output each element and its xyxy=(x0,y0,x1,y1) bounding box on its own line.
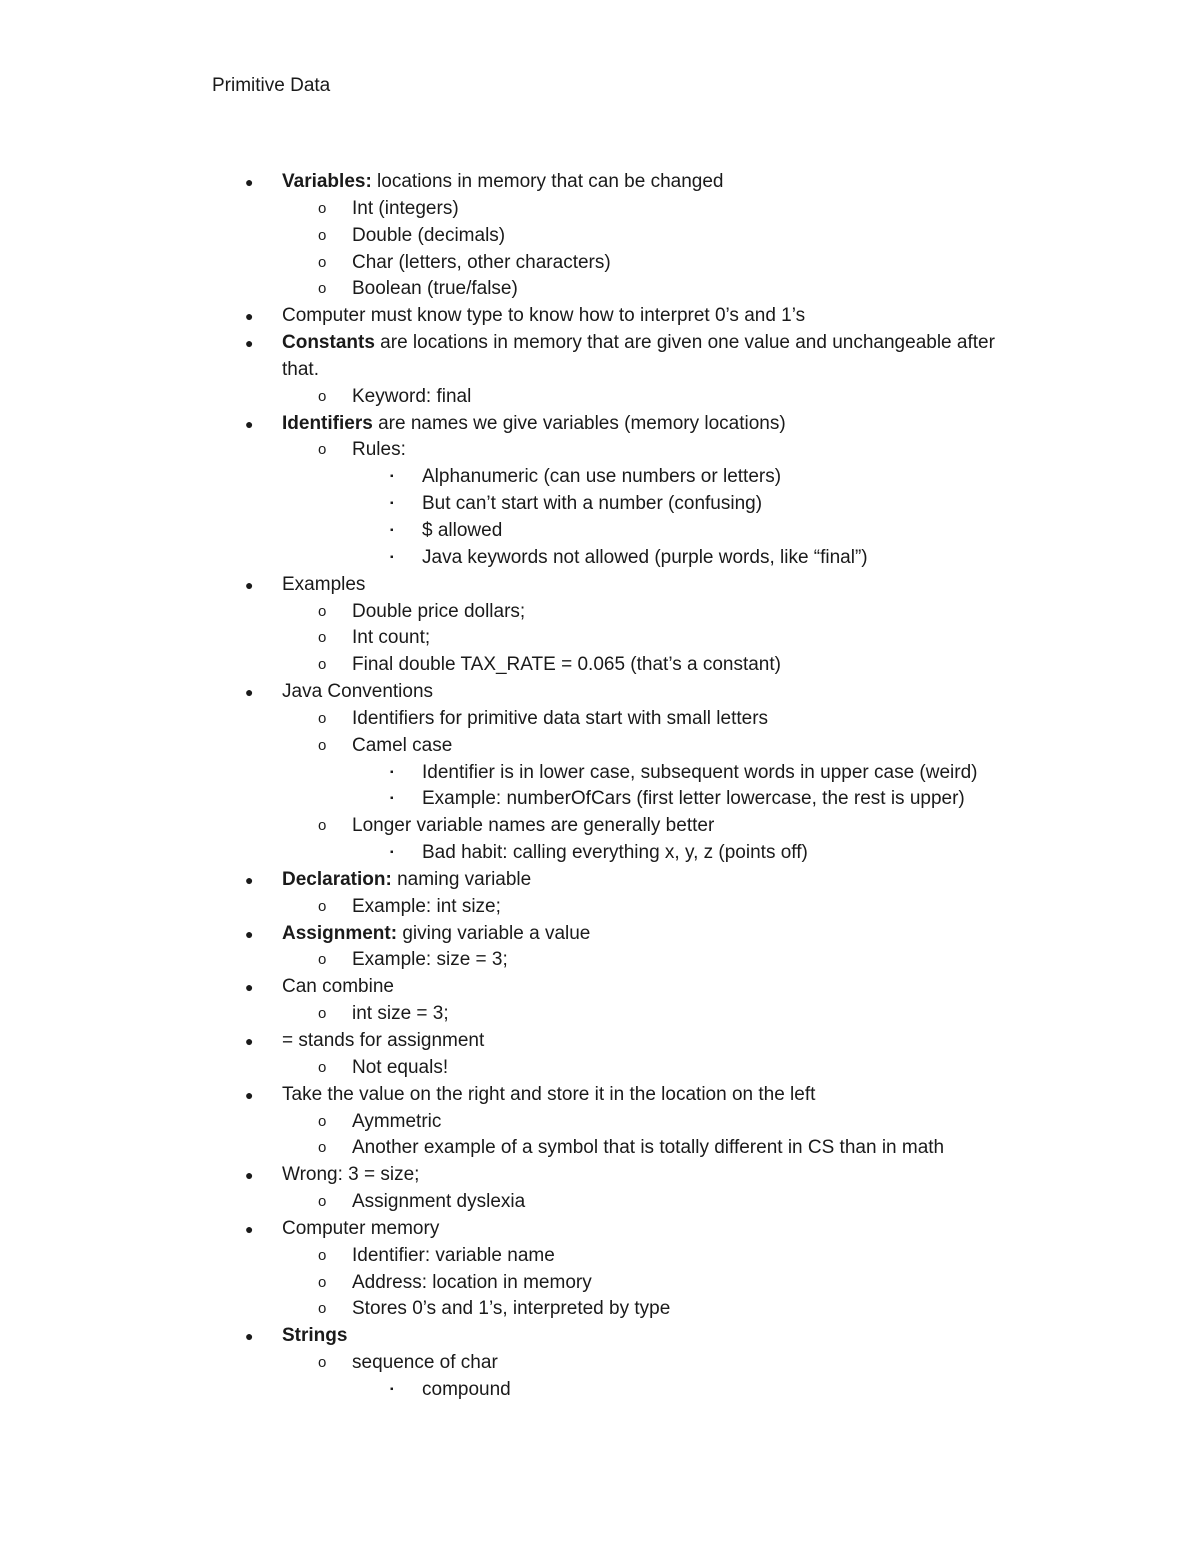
bullet-marker: o xyxy=(318,897,327,915)
list-item xyxy=(0,384,1200,411)
bullet-marker: ● xyxy=(245,1086,254,1103)
list-item-text xyxy=(352,250,611,277)
bullet-marker: ● xyxy=(245,979,254,996)
list-item xyxy=(0,169,1200,196)
list-item-text xyxy=(422,840,808,867)
list-item xyxy=(0,1377,1200,1404)
list-item xyxy=(0,840,1200,867)
list-item-text xyxy=(352,706,768,733)
bullet-marker: ▪ xyxy=(390,471,394,483)
list-item xyxy=(0,1243,1200,1270)
list-item-term: Identifiers xyxy=(282,412,373,434)
bullet-marker: ● xyxy=(245,925,254,942)
list-item xyxy=(0,518,1200,545)
list-item xyxy=(0,1323,1200,1350)
list-item-body: Can combine xyxy=(282,976,394,998)
list-item-text xyxy=(422,464,781,491)
list-item-text xyxy=(352,1055,448,1082)
list-item xyxy=(0,1216,1200,1243)
list-item-text xyxy=(352,1189,525,1216)
bullet-marker: ● xyxy=(245,684,254,701)
list-item-text xyxy=(282,1323,347,1350)
list-item-term: Variables: xyxy=(282,171,372,192)
bullet-marker: o xyxy=(318,709,327,727)
list-item-body: Int (integers) xyxy=(352,197,459,219)
list-item xyxy=(0,1109,1200,1136)
list-item-body: Computer must know type to know how to interpret 0’s and 1’s xyxy=(282,305,806,327)
list-item xyxy=(0,303,1200,330)
list-item xyxy=(0,223,1200,250)
list-item xyxy=(0,1135,1200,1162)
list-item-body: = stands for assignment xyxy=(282,1030,485,1051)
list-item xyxy=(0,733,1200,760)
list-item-body: Example: numberOfCars (first letter lowercase, the rest is upper) xyxy=(422,788,965,810)
bullet-marker: ▪ xyxy=(390,1383,394,1395)
list-item-term: Assignment: xyxy=(282,922,398,944)
list-item xyxy=(0,250,1200,277)
bullet-marker: o xyxy=(318,1246,327,1264)
list-item-text xyxy=(282,1028,484,1055)
list-item-body: Identifier is in lower case, subsequent words in upper case (weird) xyxy=(422,761,978,783)
list-item xyxy=(0,491,1200,518)
bullet-marker: o xyxy=(318,736,327,754)
list-item xyxy=(0,974,1200,1001)
list-item-body: Bad habit: calling everything x, y, z (points off) xyxy=(422,842,808,864)
bullet-marker: ▪ xyxy=(390,498,394,510)
list-item xyxy=(0,599,1200,626)
list-item-text xyxy=(352,625,430,652)
list-item-text xyxy=(422,491,762,518)
list-item xyxy=(0,196,1200,223)
list-item-body: But can’t start with a number (confusing) xyxy=(422,493,763,515)
bullet-marker: o xyxy=(318,629,327,647)
list-item-text xyxy=(352,652,781,679)
list-item-body: are names we give variables (memory locations) xyxy=(372,412,786,434)
bullet-marker: o xyxy=(318,1058,327,1076)
bullet-marker: o xyxy=(318,817,327,835)
list-item xyxy=(0,786,1200,813)
list-item-text xyxy=(282,330,1022,384)
list-item xyxy=(0,652,1200,679)
bullet-marker: o xyxy=(318,280,327,298)
list-item-body: naming variable xyxy=(391,868,532,890)
bullet-marker: o xyxy=(318,1273,327,1291)
list-item-text xyxy=(352,1001,449,1028)
list-item-text xyxy=(352,223,505,250)
list-item-body: compound xyxy=(422,1378,511,1400)
list-item-body: Longer variable names are generally better xyxy=(352,815,715,837)
list-item-body: Aymmetric xyxy=(352,1110,442,1132)
list-item-body: Example: size = 3; xyxy=(352,949,508,971)
list-item-text xyxy=(282,921,590,948)
list-item-text xyxy=(352,1243,555,1270)
list-item-text xyxy=(422,545,868,572)
list-item-text xyxy=(282,169,724,196)
list-item-body: Another example of a symbol that is totally different in CS than in math xyxy=(352,1137,945,1159)
list-item-body: Wrong: 3 = size; xyxy=(282,1164,420,1186)
list-item xyxy=(0,464,1200,491)
list-item xyxy=(0,1296,1200,1323)
list-item xyxy=(0,679,1200,706)
list-item-body: are locations in memory that are given one value and unchangeable after that. xyxy=(282,332,995,380)
list-item-body: Stores 0’s and 1’s, interpreted by type xyxy=(352,1298,671,1320)
bullet-marker: o xyxy=(318,387,327,405)
bullet-marker: ● xyxy=(245,1328,254,1345)
list-item xyxy=(0,1270,1200,1297)
bullet-marker: ● xyxy=(245,1033,254,1049)
list-item-text xyxy=(352,276,518,303)
list-item xyxy=(0,1082,1200,1109)
list-item-text xyxy=(352,1135,944,1162)
list-item-body: Double (decimals) xyxy=(352,224,506,246)
bullet-marker: ● xyxy=(245,335,254,352)
page-title: Primitive Data xyxy=(212,75,331,96)
list-item-body: Keyword: final xyxy=(352,385,472,407)
list-item-body: Computer memory xyxy=(282,1217,440,1239)
list-item-text xyxy=(422,786,965,813)
list-item-text xyxy=(352,813,714,840)
list-item-body: Address: location in memory xyxy=(352,1271,592,1293)
list-item-text xyxy=(352,894,501,921)
list-item-body: int size = 3; xyxy=(352,1003,449,1025)
bullet-marker: o xyxy=(318,1139,327,1157)
list-item-body: sequence of char xyxy=(352,1352,498,1374)
list-item-term: Declaration: xyxy=(282,868,392,890)
list-item-text xyxy=(282,974,394,1001)
list-item xyxy=(0,1055,1200,1082)
list-item xyxy=(0,545,1200,572)
list-item xyxy=(0,1001,1200,1028)
bullet-marker: ● xyxy=(245,1220,254,1237)
list-item-body: Take the value on the right and store it in the location on the left xyxy=(282,1083,816,1105)
list-item xyxy=(0,760,1200,787)
list-item-body: Char (letters, other characters) xyxy=(352,251,611,273)
bullet-marker: o xyxy=(318,1354,327,1372)
list-item-body: Alphanumeric (can use numbers or letters) xyxy=(422,466,782,488)
list-item-body: giving variable a value xyxy=(397,922,591,944)
bullet-marker: ● xyxy=(245,871,254,888)
list-item-text xyxy=(422,760,978,787)
list-item-text xyxy=(352,1270,592,1297)
bullet-marker: o xyxy=(318,1193,327,1211)
list-item-text xyxy=(422,518,502,545)
list-item-text xyxy=(352,1350,498,1377)
list-item-body: Identifiers for primitive data start with small letters xyxy=(352,707,769,729)
list-item-body: Java keywords not allowed (purple words, like “final”) xyxy=(422,546,868,568)
bullet-marker: o xyxy=(318,1005,327,1023)
list-item-text xyxy=(282,1216,439,1243)
bullet-marker: o xyxy=(318,951,327,969)
bullet-marker: o xyxy=(318,199,327,217)
bullet-marker: o xyxy=(318,1300,327,1318)
bullet-marker: o xyxy=(318,441,327,459)
bullet-marker: ▪ xyxy=(390,793,394,805)
list-item-text xyxy=(282,1082,815,1109)
list-item-body: Examples xyxy=(282,573,366,595)
bullet-marker: ● xyxy=(245,308,254,325)
list-item-text xyxy=(282,1162,419,1189)
list-item-body: Assignment dyslexia xyxy=(352,1191,526,1213)
list-item xyxy=(0,411,1200,438)
list-item-body: $ allowed xyxy=(422,519,503,541)
outline-list xyxy=(0,169,1200,1404)
list-item-body: Final double TAX_RATE = 0.065 (that’s a constant) xyxy=(352,654,781,676)
bullet-marker: o xyxy=(318,1112,327,1130)
bullet-marker: o xyxy=(318,253,327,271)
list-item-text xyxy=(282,679,433,706)
bullet-marker: ● xyxy=(245,415,254,432)
bullet-marker: o xyxy=(318,602,327,620)
list-item xyxy=(0,572,1200,599)
bullet-marker: ▪ xyxy=(390,551,394,563)
list-item-term: Constants xyxy=(282,332,375,354)
bullet-marker: ▪ xyxy=(390,847,394,859)
list-item xyxy=(0,813,1200,840)
list-item-text xyxy=(352,947,508,974)
list-item xyxy=(0,1162,1200,1189)
list-item xyxy=(0,921,1200,948)
list-item xyxy=(0,437,1200,464)
list-item-term: Strings xyxy=(282,1325,348,1347)
list-item-text xyxy=(352,599,525,626)
list-item xyxy=(0,1189,1200,1216)
list-item-body: Camel case xyxy=(352,734,453,756)
bullet-marker: ● xyxy=(245,174,254,190)
list-item-text xyxy=(352,1296,670,1323)
list-item xyxy=(0,625,1200,652)
bullet-marker: ▪ xyxy=(390,524,394,536)
list-item-text xyxy=(282,303,805,330)
list-item-text xyxy=(352,384,471,411)
list-item-text xyxy=(282,572,365,599)
list-item-body: Not equals! xyxy=(352,1056,449,1078)
list-item-body: Int count; xyxy=(352,627,431,649)
list-item xyxy=(0,947,1200,974)
list-item-text xyxy=(352,1109,441,1136)
list-item xyxy=(0,1350,1200,1377)
list-item-text xyxy=(282,867,531,894)
list-item xyxy=(0,276,1200,303)
list-item xyxy=(0,706,1200,733)
list-item-text xyxy=(422,1377,511,1404)
bullet-marker: ● xyxy=(245,1167,254,1184)
list-item xyxy=(0,867,1200,894)
bullet-marker: o xyxy=(318,656,327,674)
list-item-body: Java Conventions xyxy=(282,681,434,703)
bullet-marker: ▪ xyxy=(390,766,394,778)
list-item-text xyxy=(282,411,786,438)
list-item-text xyxy=(352,437,406,464)
list-item-body: Boolean (true/false) xyxy=(352,278,518,300)
list-item-body: Double price dollars; xyxy=(352,600,526,622)
list-item-body: Example: int size; xyxy=(352,895,501,917)
list-item-body: Identifier: variable name xyxy=(352,1244,555,1266)
list-item-body: locations in memory that can be changed xyxy=(371,171,724,192)
list-item-body: Rules: xyxy=(352,439,406,461)
bullet-marker: ● xyxy=(245,576,254,593)
list-item-text xyxy=(352,733,452,760)
list-item xyxy=(0,330,1200,384)
list-item xyxy=(0,1028,1200,1055)
list-item-text xyxy=(352,196,459,223)
list-item xyxy=(0,894,1200,921)
bullet-marker: o xyxy=(318,226,327,244)
